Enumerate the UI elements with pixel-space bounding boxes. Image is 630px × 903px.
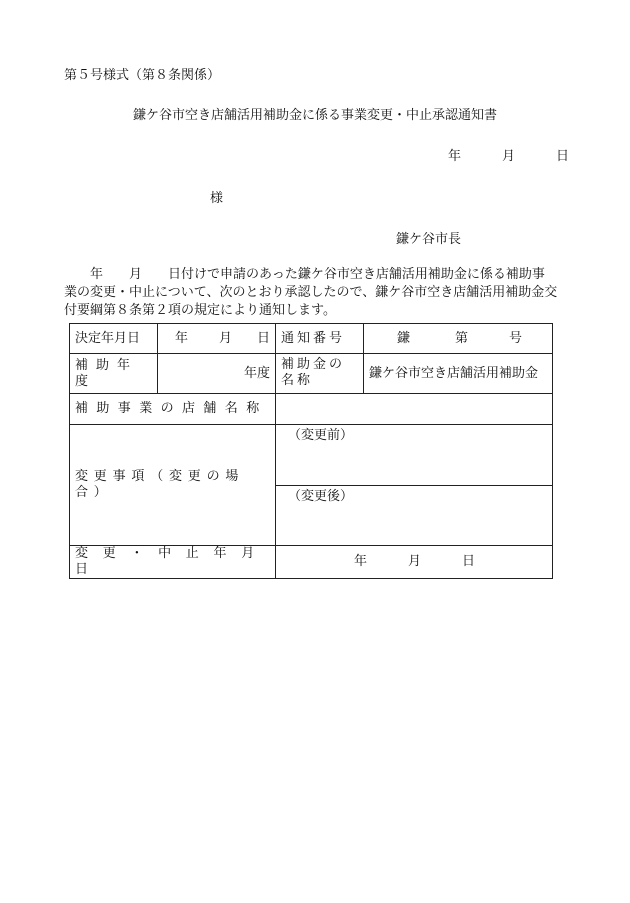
- subsidy-name-value: 鎌ケ谷市空き店舗活用補助金: [364, 354, 553, 394]
- header-date-day: 日: [556, 149, 570, 164]
- before-label: （変更前）: [288, 428, 354, 443]
- store-name-label-cell: [70, 394, 276, 425]
- store-name-value[interactable]: [276, 394, 553, 425]
- date-day: 日: [257, 330, 271, 346]
- decision-date-label: [75, 331, 152, 347]
- subsidy-name-label: 補助金の名称: [276, 354, 364, 394]
- change-date-value[interactable]: [276, 546, 553, 579]
- approval-table: [69, 323, 553, 579]
- body-line: 業の変更・中止について、次のとおり承認したので、鎌ケ谷市空き店舗活用補助金交: [64, 285, 558, 300]
- notice-dai: 第: [455, 330, 469, 346]
- change-date-label-cell: [70, 546, 276, 579]
- change-after-cell[interactable]: [276, 486, 553, 546]
- notice-number-value[interactable]: [364, 324, 553, 354]
- table-row: [70, 425, 553, 486]
- decision-date-value[interactable]: [158, 324, 276, 354]
- change-items-label: 変更事項（変更の場合）: [75, 469, 245, 500]
- table-row: [70, 354, 553, 394]
- header-date-month: 月: [502, 149, 516, 164]
- issuer-name: 鎌ケ谷市長: [396, 232, 462, 247]
- notice-prefix: 鎌: [397, 330, 411, 346]
- change-items-label-cell: [70, 425, 276, 546]
- subsidy-year-label-cell: [70, 354, 158, 394]
- label-text: 決定年月日: [75, 330, 141, 346]
- decision-date-label-cell: [70, 324, 158, 354]
- addressee-suffix: 様: [210, 191, 224, 206]
- subsidy-year-value[interactable]: [158, 354, 276, 394]
- change-before-cell[interactable]: [276, 425, 553, 486]
- header-date-year: 年: [448, 149, 462, 164]
- body-line: 年 月 日付けで申請のあった鎌ケ谷市空き店舗活用補助金に係る補助事: [90, 267, 545, 282]
- table-row: [70, 546, 553, 579]
- store-name-label: 補助事業の店舗名称: [75, 401, 268, 416]
- notice-go: 号: [509, 330, 523, 346]
- after-label: （変更後）: [288, 489, 354, 504]
- notice-number-label-cell: [276, 324, 364, 354]
- date-year: 年: [175, 330, 189, 346]
- change-date-month: 月: [408, 554, 422, 569]
- notice-number-label: 通知番号: [281, 330, 346, 346]
- document-title: 鎌ケ谷市空き店舗活用補助金に係る事業変更・中止承認通知書: [132, 108, 497, 123]
- subsidy-year-label: 補助年度: [75, 357, 139, 389]
- body-line: 付要綱第８条第２項の規定により通知します。: [64, 303, 336, 318]
- body-paragraph: [64, 266, 584, 320]
- change-date-day: 日: [462, 554, 476, 569]
- table-row: [70, 324, 553, 354]
- table-row: [70, 394, 553, 425]
- change-date-label: 変更・中止年月日: [75, 546, 269, 577]
- form-number: 第５号様式（第８条関係）: [64, 68, 221, 83]
- fiscal-year-suffix: 年度: [243, 365, 270, 381]
- date-month: 月: [219, 330, 233, 346]
- change-date-year: 年: [354, 554, 368, 569]
